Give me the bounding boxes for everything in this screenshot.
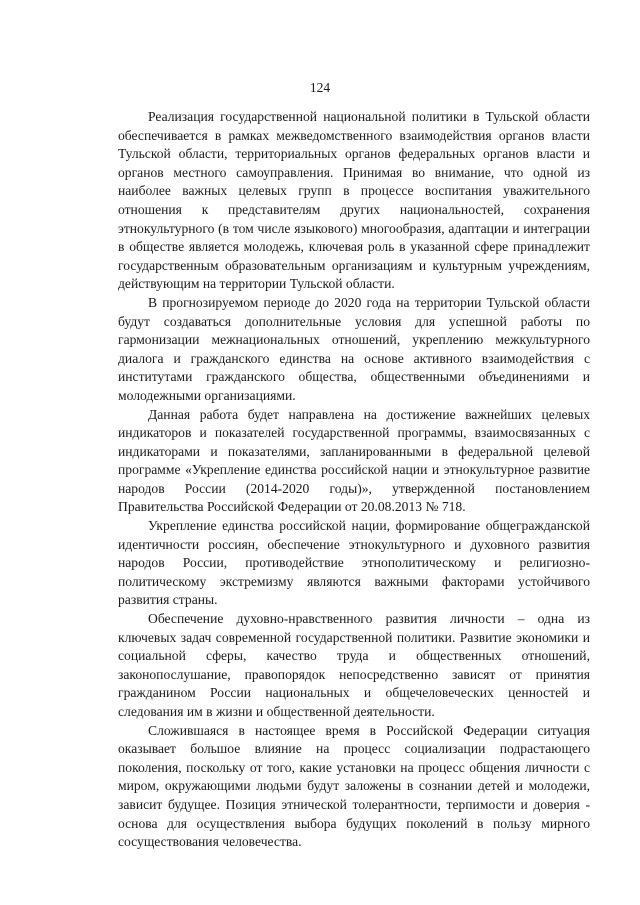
paragraph: Укрепление единства российской нации, формирование общегражданской идентичности россиян, обеспечение этнокультурного и духовного развития народов России, противодействие этнополитическому и религиозно-политическому экстремизму являются важными факторами устойчивого развития страны. — [118, 518, 590, 608]
paragraph: Реализация государственной национальной политики в Тульской области обеспечивается в рамках межведомственного взаимодействия органов власти Тульской области, территориальных органов федеральных органов власти и органов местного самоуправления. Принимая во внимание, что одной из наиболее важных целевых групп в процессе воспитания уважительного отношения к представителям других национальностей, сохранения этнокультурного (в том числе языкового) многообразия, адаптации и интеграции в обществе является молодежь, ключевая роль в указанной сфере принадлежит государственным образовательным организациям и культурным учреждениям, действующим на территории Тульской области. — [118, 109, 590, 292]
paragraph: Данная работа будет направлена на достижение важнейших целевых индикаторов и показателей государственной программы, взаимосвязанных с индикаторами и показателями, запланированными в федеральной целевой программе «Укрепление единства российской нации и этнокультурное развитие народов России (2014-2020 годы)», утвержденной постановлением Правительства Российской Федерации от 20.08.2013 № 718. — [118, 406, 590, 515]
body-text — [118, 108, 590, 852]
paragraph: В прогнозируемом периоде до 2020 года на территории Тульской области будут создаваться дополнительные условия для успешной работы по гармонизации межнациональных отношений, укреплению межкультурного диалога и гражданского единства на основе активного взаимодействия с институтами гражданского общества, общественными объединениями и молодежными организациями. — [118, 294, 590, 403]
paragraph: Обеспечение духовно-нравственного развития личности – одна из ключевых задач современной государственной политики. Развитие экономики и социальной сферы, качество труда и общественных отношений, законопослушание, правопорядок непосредственно зависят от принятия гражданином России национальных и общечеловеческих ценностей и следования им в жизни и общественной деятельности. — [118, 611, 590, 719]
page-number: 124 — [309, 80, 331, 95]
paragraph: Сложившаяся в настоящее время в Российской Федерации ситуация оказывает большое влияние на процесс социализации подрастающего поколения, поскольку от того, какие установки на процесс общения личности с миром, окружающими людьми будут заложены в сознании детей и молодежи, зависит будущее. Позиция этнической толерантности, терпимости и доверия - основа для осуществления выбора будущих поколений в пользу мирного сосуществования человечества. — [118, 722, 590, 850]
